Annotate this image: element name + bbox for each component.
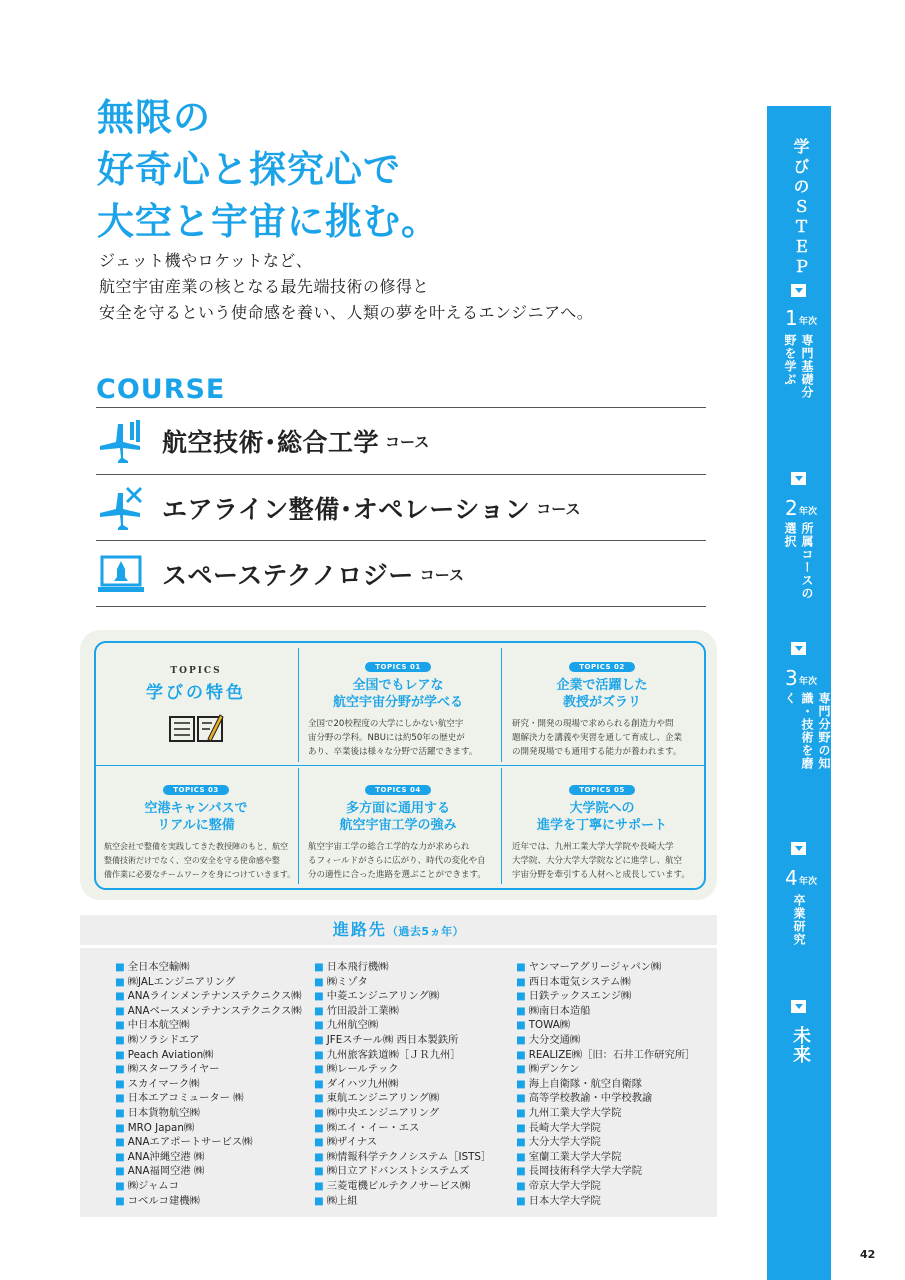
career-list-item: ■ ㈱ミゾタ bbox=[314, 975, 491, 990]
topic-text-line: 備作業に必要なチームワークを身につけていきます。 bbox=[104, 870, 296, 879]
chevron-down-icon bbox=[791, 642, 806, 655]
course-item[interactable] bbox=[96, 475, 706, 541]
course-item[interactable] bbox=[96, 541, 706, 607]
career-list-item: ■ ㈱南日本造船 bbox=[516, 1004, 695, 1019]
topic-title-line: 航空宇宙分野が学べる bbox=[332, 695, 463, 710]
step-year-suffix: 年次 bbox=[799, 317, 818, 327]
career-title: 進路先 bbox=[332, 920, 387, 939]
career-list-item: ■ ANA福岡空港 ㈱ bbox=[115, 1164, 302, 1179]
course-suffix: コース bbox=[385, 432, 430, 451]
topic-badge: TOPICS 03 bbox=[163, 785, 228, 795]
career-list-item: ■ JFEスチール㈱ 西日本製鉄所 bbox=[314, 1033, 491, 1048]
career-list-item: ■ 高等学校教諭・中学校教諭 bbox=[516, 1091, 695, 1106]
career-list-item: ■ 中日本航空㈱ bbox=[115, 1018, 302, 1033]
step-year-suffix: 年次 bbox=[799, 877, 818, 887]
topic-badge: TOPICS 02 bbox=[569, 662, 634, 672]
topic-title-line: 空港キャンパスで bbox=[144, 801, 248, 816]
features-sub: TOPICS bbox=[170, 666, 222, 676]
rocket-monitor-icon bbox=[96, 549, 146, 599]
lead-line: 安全を守るという使命感を養い、人類の夢を叶えるエンジニアへ。 bbox=[99, 303, 594, 322]
topic-badge: TOPICS 05 bbox=[569, 785, 634, 795]
career-list-item: ■ 大分大学大学院 bbox=[516, 1135, 695, 1150]
topic-text-line: 航空宇宙工学の総合工学的な力が求められ bbox=[308, 842, 470, 852]
career-list-item: ■ 竹田設計工業㈱ bbox=[314, 1004, 491, 1019]
career-column bbox=[516, 960, 695, 1208]
chevron-down-icon bbox=[791, 842, 806, 855]
topic-text bbox=[298, 717, 498, 759]
divider bbox=[96, 606, 706, 607]
step-text: 専門分野の知識・技術を磨く bbox=[783, 692, 831, 770]
career-list-item: ■ ㈱デンケン bbox=[516, 1062, 695, 1077]
divider bbox=[80, 945, 717, 948]
step-year-number: 3 bbox=[785, 666, 798, 690]
career-list-item: ■ REALIZE㈱［旧：石井工作研究所］ bbox=[516, 1048, 695, 1063]
book-pen-icon bbox=[168, 711, 224, 745]
headline-line: 好奇心と探究心で bbox=[97, 148, 401, 191]
topic-title-line: 大学院への bbox=[569, 801, 635, 816]
topic-text-line: 宙分野の学科。NBUには約50年の歴史が bbox=[308, 733, 465, 743]
topic-text-line: 全国で20校程度の大学にしかない航空宇 bbox=[308, 719, 464, 729]
airplane-wrench-icon bbox=[96, 483, 146, 533]
course-name: スペーステクノロジー bbox=[162, 561, 414, 590]
topic-badge: TOPICS 04 bbox=[365, 785, 430, 795]
career-list-item: ■ ㈱レールテック bbox=[314, 1062, 491, 1077]
career-list-item: ■ ANAエアポートサービス㈱ bbox=[115, 1135, 302, 1150]
features-title: 学びの特色 bbox=[146, 683, 246, 703]
airplane-tools-icon bbox=[96, 416, 146, 466]
step-final: 未来 bbox=[790, 1026, 811, 1064]
career-list-item: ■ Peach Aviation㈱ bbox=[115, 1048, 302, 1063]
step-year-number: 1 bbox=[785, 306, 798, 330]
headline-line: 無限の bbox=[97, 96, 211, 139]
chevron-down-icon bbox=[791, 284, 806, 297]
career-list-item: ■ ヤンマーアグリージャパン㈱ bbox=[516, 960, 695, 975]
career-list-item: ■ ㈱情報科学テクノシステム［ISTS］ bbox=[314, 1150, 491, 1165]
chevron-down-icon bbox=[791, 1000, 806, 1013]
career-list-item: ■ ㈱エイ・イー・エス bbox=[314, 1121, 491, 1136]
career-heading bbox=[80, 915, 717, 945]
career-list-item: ■ 三菱電機ビルテクノサービス㈱ bbox=[314, 1179, 491, 1194]
career-list-item: ■ ダイハツ九州㈱ bbox=[314, 1077, 491, 1092]
career-list-item: ■ ㈱ザイナス bbox=[314, 1135, 491, 1150]
topic-title-line: 全国でもレアな bbox=[352, 678, 444, 693]
course-name: 航空技術･総合工学 bbox=[162, 428, 380, 457]
topic-card bbox=[502, 777, 702, 882]
career-list-item: ■ ㈱上組 bbox=[314, 1194, 491, 1209]
career-list-item: ■ 室蘭工業大学大学院 bbox=[516, 1150, 695, 1165]
topic-title-line: 企業で活躍した bbox=[556, 678, 648, 693]
career-list-item: ■ 日鉄テックスエンジ㈱ bbox=[516, 989, 695, 1004]
topic-text-line: の開発現場でも通用する能力が養われます。 bbox=[512, 747, 682, 757]
career-list-item: ■ 日本貨物航空㈱ bbox=[115, 1106, 302, 1121]
topic-text-line: るフィールドがさらに広がり、時代の変化や自 bbox=[308, 856, 486, 866]
chevron-down-icon bbox=[791, 472, 806, 485]
step-text: 所属コースの選択 bbox=[783, 522, 814, 600]
career-list-item: ■ 西日本電気システム㈱ bbox=[516, 975, 695, 990]
career-list-item: ■ 長岡技術科学大学大学院 bbox=[516, 1164, 695, 1179]
topic-text bbox=[298, 840, 498, 882]
topic-card bbox=[96, 777, 296, 882]
topic-text bbox=[96, 840, 296, 882]
career-list-item: ■ 東航エンジニアリング㈱ bbox=[314, 1091, 491, 1106]
topic-text-line: 研究・開発の現場で求められる創造力や問 bbox=[512, 719, 674, 729]
career-list-item: ■ ㈱中央エンジニアリング bbox=[314, 1106, 491, 1121]
career-list-item: ■ ANA沖縄空港 ㈱ bbox=[115, 1150, 302, 1165]
career-list-item: ■ ANAベースメンテナンステクニクス㈱ bbox=[115, 1004, 302, 1019]
course-suffix: コース bbox=[536, 499, 581, 518]
course-suffix: コース bbox=[419, 565, 465, 584]
topic-title-line: 進学を丁寧にサポート bbox=[536, 818, 667, 833]
lead-line: 航空宇宙産業の核となる最先端技術の修得と bbox=[99, 277, 430, 296]
career-list-item: ■ スカイマーク㈱ bbox=[115, 1077, 302, 1092]
career-list-item: ■ 九州工業大学大学院 bbox=[516, 1106, 695, 1121]
topic-text-line: 宇宙分野を牽引する人材へと成長しています。 bbox=[512, 870, 690, 880]
career-list-item: ■ コベルコ建機㈱ bbox=[115, 1194, 302, 1209]
career-list-item: ■ 日本大学大学院 bbox=[516, 1194, 695, 1209]
topic-text-line: 近年では、九州工業大学大学院や長崎大学 bbox=[512, 842, 674, 852]
career-list-item: ■ 九州航空㈱ bbox=[314, 1018, 491, 1033]
step-text: 卒業研究 bbox=[792, 894, 806, 946]
career-list-item: ■ 九州旅客鉄道㈱［ＪＲ九州］ bbox=[314, 1048, 491, 1063]
topic-text-line: 題解決力を講義や実習を通して育成し、企業 bbox=[512, 733, 683, 743]
course-item[interactable] bbox=[96, 408, 706, 474]
career-column bbox=[314, 960, 491, 1208]
topic-title-line: 多方面に通用する bbox=[345, 801, 450, 816]
career-list-item: ■ 日本エアコミューター ㈱ bbox=[115, 1091, 302, 1106]
topic-title-line: リアルに整備 bbox=[157, 818, 235, 833]
step-year-suffix: 年次 bbox=[799, 677, 818, 687]
lead-text bbox=[99, 248, 593, 326]
career-list-item: ■ 全日本空輸㈱ bbox=[115, 960, 302, 975]
headline bbox=[97, 92, 439, 248]
course-name: エアライン整備･オペレーション bbox=[162, 495, 531, 524]
divider bbox=[96, 765, 704, 766]
topic-text-line: 大学院、大分大学大学院などに進学し、航空 bbox=[512, 856, 683, 866]
course-title: COURSE bbox=[96, 374, 226, 405]
topic-title bbox=[298, 677, 498, 711]
career-list-item: ■ 海上自衛隊・航空自衛隊 bbox=[516, 1077, 695, 1092]
topic-card bbox=[298, 654, 498, 759]
career-list-item: ■ ANAラインメンテナンステクニクス㈱ bbox=[115, 989, 302, 1004]
step-year-number: 2 bbox=[785, 496, 798, 520]
career-list-item: ■ ㈱スターフライヤー bbox=[115, 1062, 302, 1077]
topic-card bbox=[502, 654, 702, 759]
career-list-item: ■ 日本飛行機㈱ bbox=[314, 960, 491, 975]
topic-title bbox=[298, 800, 498, 834]
career-list-item: ■ ㈱JALエンジニアリング bbox=[115, 975, 302, 990]
step-year-suffix: 年次 bbox=[799, 507, 818, 517]
career-list-item: ■ 長崎大学大学院 bbox=[516, 1121, 695, 1136]
topic-badge: TOPICS 01 bbox=[365, 662, 430, 672]
career-list-item: ■ 大分交通㈱ bbox=[516, 1033, 695, 1048]
career-list-item: ■ 中菱エンジニアリング㈱ bbox=[314, 989, 491, 1004]
step-year-number: 4 bbox=[785, 866, 798, 890]
topic-title bbox=[502, 800, 702, 834]
lead-line: ジェット機やロケットなど、 bbox=[99, 251, 313, 270]
step-sidebar bbox=[767, 106, 831, 1280]
career-sub: （過去5ヵ年） bbox=[386, 925, 465, 938]
topic-text-line: あり、卒業後は様々な分野で活躍できます。 bbox=[308, 747, 478, 757]
sidebar-title: 学びのＳＴＥＰ bbox=[791, 138, 810, 278]
career-column bbox=[115, 960, 302, 1208]
topic-text bbox=[502, 840, 702, 882]
career-list-item: ■ ㈱ジャムコ bbox=[115, 1179, 302, 1194]
topic-card bbox=[298, 777, 498, 882]
topic-title bbox=[96, 800, 296, 834]
career-list-item: ■ 帝京大学大学院 bbox=[516, 1179, 695, 1194]
topic-text bbox=[502, 717, 702, 759]
topic-title-line: 教授がズラリ bbox=[562, 695, 641, 710]
headline-line: 大空と宇宙に挑む。 bbox=[97, 200, 439, 243]
features-heading bbox=[96, 648, 296, 764]
career-list-item: ■ ㈱ソラシドエア bbox=[115, 1033, 302, 1048]
topic-text-line: 分の適性に合った進路を選ぶことができます。 bbox=[308, 870, 486, 880]
career-list-item: ■ ㈱日立アドバンストシステムズ bbox=[314, 1164, 491, 1179]
topic-text-line: 航空会社で整備を実践してきた教授陣のもと、航空 bbox=[104, 842, 288, 851]
step-text: 専門基礎分野を学ぶ bbox=[783, 334, 814, 399]
career-list-item: ■ MRO Japan㈱ bbox=[115, 1121, 302, 1136]
career-list-item: ■ TOWA㈱ bbox=[516, 1018, 695, 1033]
topic-title bbox=[502, 677, 702, 711]
page-number: 42 bbox=[860, 1248, 876, 1261]
topic-text-line: 整備技術だけでなく、空の安全を守る使命感や整 bbox=[104, 856, 280, 865]
topic-title-line: 航空宇宙工学の強み bbox=[339, 818, 457, 833]
